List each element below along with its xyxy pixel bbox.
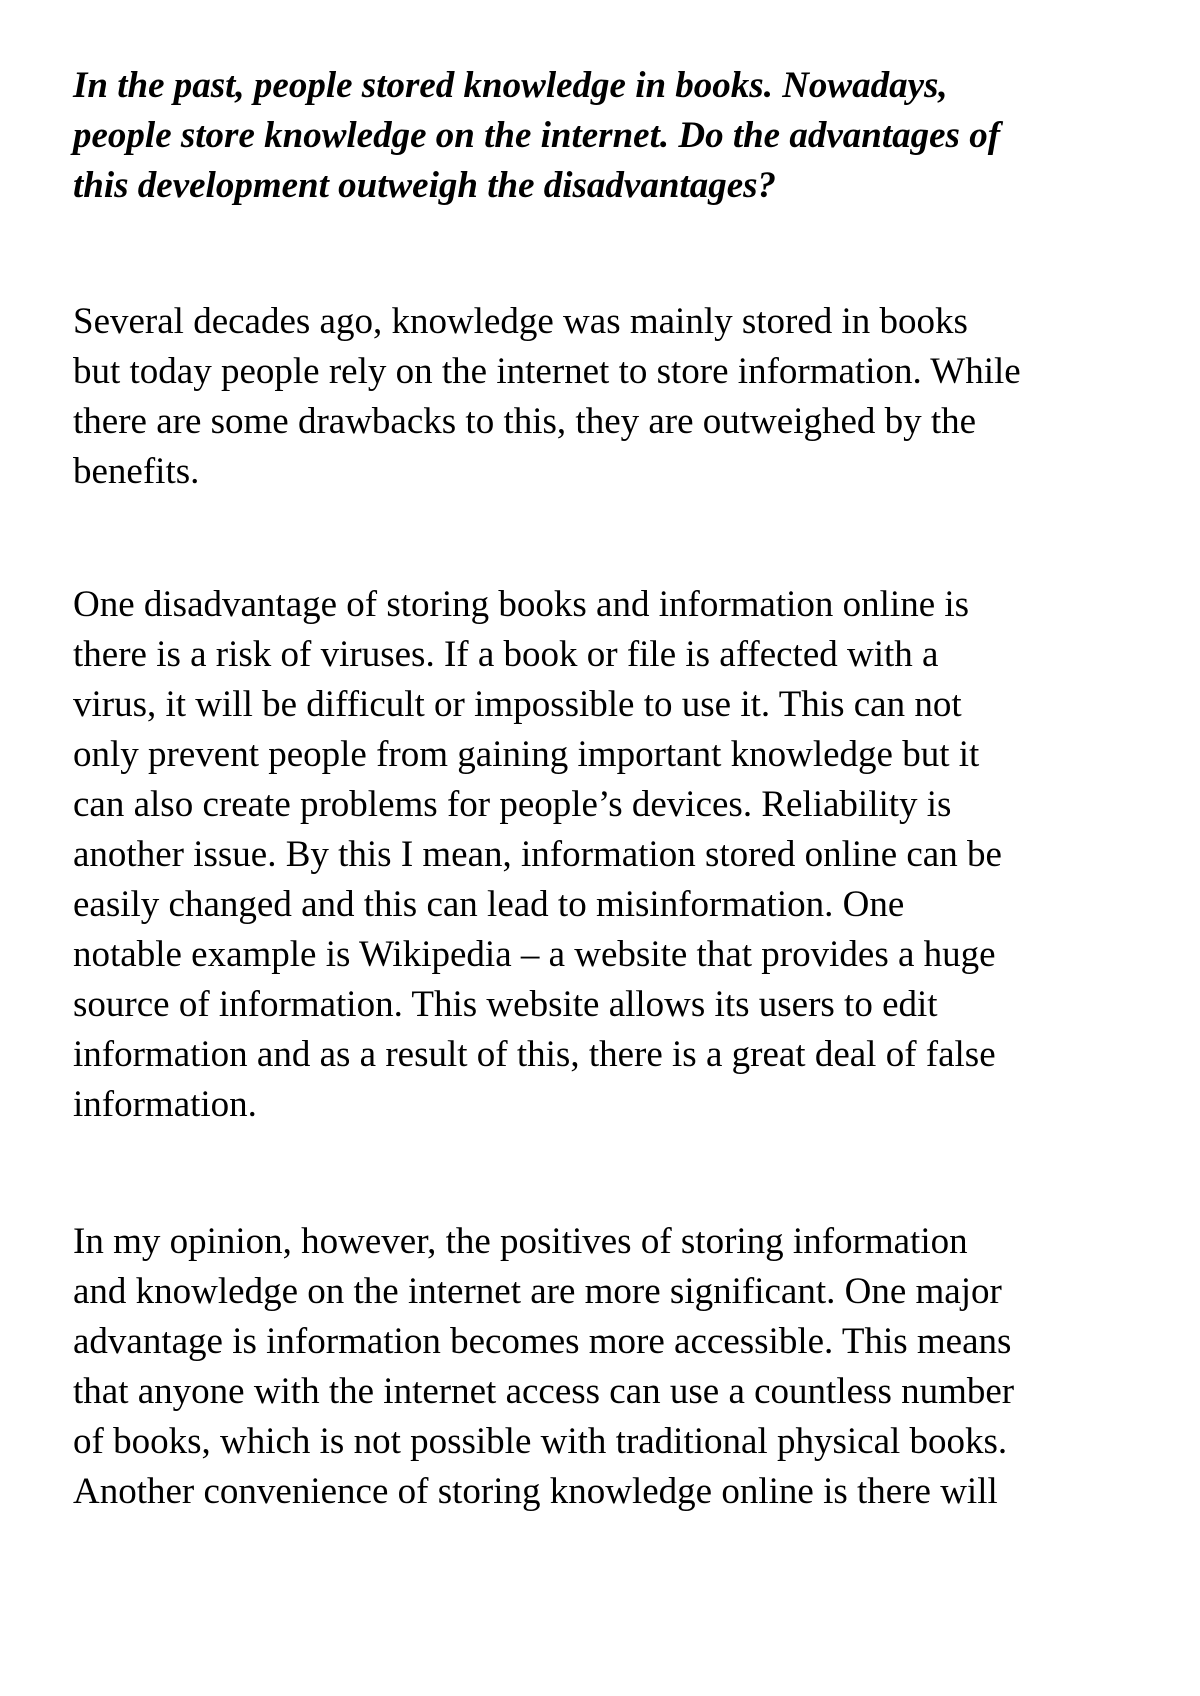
paragraph-line: source of information. This website allows its users to edit [73, 984, 938, 1025]
paragraph-line: that anyone with the internet access can use a countless number [73, 1371, 1015, 1412]
paragraph-line: and knowledge on the internet are more significant. One major [73, 1271, 1002, 1312]
paragraph-line: Another convenience of storing knowledge online is there will [73, 1471, 998, 1512]
prompt-line: people store knowledge on the internet. Do the advantages of [73, 115, 1001, 156]
paragraph-line: only prevent people from gaining important knowledge but it [73, 734, 980, 775]
paragraph-line: another issue. By this I mean, information stored online can be [73, 834, 1002, 875]
paragraph-line: information. [73, 1084, 257, 1125]
paragraph-line: benefits. [73, 451, 200, 492]
essay-prompt [73, 61, 1133, 211]
paragraph-line: In my opinion, however, the positives of storing information [73, 1221, 968, 1262]
paragraph-line: notable example is Wikipedia – a website that provides a huge [73, 934, 996, 975]
paragraph-line: easily changed and this can lead to misinformation. One [73, 884, 905, 925]
prompt-line: this development outweigh the disadvantages? [73, 165, 777, 206]
paragraph-line: there are some drawbacks to this, they are outweighed by the [73, 401, 977, 442]
paragraph-line: of books, which is not possible with traditional physical books. [73, 1421, 1008, 1462]
prompt-line: In the past, people stored knowledge in books. Nowadays, [73, 65, 948, 106]
paragraph-line: advantage is information becomes more accessible. This means [73, 1321, 1012, 1362]
paragraph-line: One disadvantage of storing books and information online is [73, 584, 970, 625]
paragraph-line: Several decades ago, knowledge was mainly stored in books [73, 301, 968, 342]
advantages-paragraph [73, 1217, 1133, 1517]
paragraph-line: virus, it will be difficult or impossible to use it. This can not [73, 684, 962, 725]
paragraph-line: but today people rely on the internet to store information. While [73, 351, 1021, 392]
paragraph-line: information and as a result of this, there is a great deal of false [73, 1034, 996, 1075]
disadvantages-paragraph [73, 580, 1133, 1130]
paragraph-line: can also create problems for people’s devices. Reliability is [73, 784, 952, 825]
introduction-paragraph [73, 297, 1133, 497]
paragraph-line: there is a risk of viruses. If a book or file is affected with a [73, 634, 939, 675]
